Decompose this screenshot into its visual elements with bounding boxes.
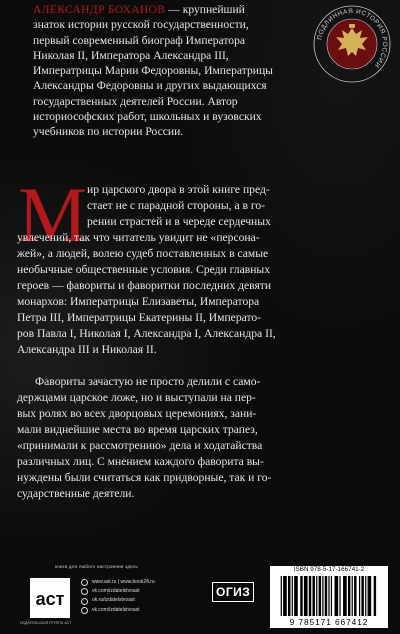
text-line: увлечений, так что читатель увидит не «персона- [17,231,260,244]
barcode-bar [359,576,360,616]
text-line: необычные общественные условия. Среди главных [17,263,270,276]
ast-logo-subtitle: ИЗДАТЕЛЬСКАЯ ГРУППА АСТ [20,621,72,625]
paragraph-2 [17,374,385,502]
bio-line: знаток истории русской государственности, [33,18,249,32]
publisher-links [81,578,155,615]
social-icon [81,607,88,614]
link-text[interactable]: www.ast.ru | www.book24.ru [92,579,155,585]
barcode-bar [368,576,372,616]
isbn-label: ISBN 978-5-17-166741-2 [293,566,365,573]
barcode-bar [283,576,287,616]
bio-line: — крупнейший [165,3,245,16]
imprint-logo: ОГИЗ [212,582,254,602]
barcode-bar [292,576,293,616]
barcode-digits: 9 785171 667412 [289,617,369,627]
barcode-bar [309,576,311,616]
link-row[interactable] [81,596,155,605]
link-text[interactable]: vk.com/izdatelstvoast [92,606,140,613]
barcode-bar [331,576,332,616]
text-line: ров Павла I, Николая I, Александра I, Александра II, [17,327,276,340]
vk-icon [81,588,88,595]
barcode-bar [312,576,314,616]
text-line: Петра III, Императрицы Екатерины II, Императо- [17,311,262,324]
text-line: стает не с парадной стороны, а в го- [87,199,265,212]
bio-line: государственных деятелей России. Автор [33,94,238,108]
bio-line: Александры Федоровны и других выдающихся [33,79,267,93]
text-line: сударственные деятели. [17,487,135,500]
barcode-bar [316,576,317,616]
text-line: различных лиц. С мнением каждого фаворита вы- [17,455,264,468]
barcode-bar [374,576,376,616]
annotation-text [17,171,385,518]
barcode-bar [319,576,321,616]
barcode-bar [365,576,366,616]
bio-line: историософских работ, школьных и вузовских [33,110,262,124]
link-text[interactable]: vk.com/izdatelstvoast [92,588,140,595]
barcode-bar [300,576,302,616]
drop-cap: М [18,171,88,258]
bio-line: Императрицы Марии Федоровны, Императрицы [33,64,273,78]
text-line: жей», а людей, волею судеб поставленных в самые [17,247,269,260]
text-line: ир царского двора в этой книге пред- [87,183,270,196]
text-line: рении страстей и в череде сердечных [87,215,271,228]
barcode-bar [348,576,350,616]
barcode-bar [328,576,329,616]
series-seal-icon [312,4,392,84]
barcode-bar [361,576,363,616]
barcode-bar [322,576,323,616]
text-line: Александра III и Николая II. [17,343,157,356]
barcode-bar [352,576,353,616]
globe-icon [81,579,88,586]
text-line: героев — фавориты и фаворитки последних девяти [17,279,272,292]
link-row[interactable] [81,587,155,596]
bio-line: Николая II, Императора Александра III, [33,48,229,62]
bio-line: первый современный биограф Императора [33,33,246,47]
text-line: нуждены были считаться как придворные, так и го- [17,471,272,484]
ast-logo-text: аст [35,589,65,609]
barcode-bar [354,576,356,616]
ast-logo-icon [30,578,70,620]
text-line: монархов: Императрицы Елизаветы, Императора [17,295,260,308]
bio-line: учебников по истории России. [33,125,184,139]
barcode-bar [325,576,327,616]
barcode-bar [288,576,290,616]
barcode-bar [304,576,308,616]
author-bio [33,2,303,140]
barcode-bar [335,576,339,616]
text-line: Фавориты зачастую не просто делили с само- [35,375,261,388]
text-line: вых ролях во всех дворцовых церемониях, зани- [17,407,257,420]
barcode-bar [343,576,347,616]
barcode-icon [277,576,381,616]
paragraph-1 [17,171,385,358]
barcode-bar [281,576,282,616]
text-line: держцами царское ложе, но и выступали на пер- [17,391,256,404]
barcode-bar [294,576,298,616]
text-line: «принимали к рассмотрению» дела и ходатайства [17,439,263,452]
barcode-bar [339,576,340,616]
publisher-slogan: книги для любого настроения здесь [55,564,139,569]
text-line: мали виднейшие места во время царских трапез, [17,423,258,436]
link-row[interactable] [81,606,155,615]
ok-icon [81,598,88,605]
link-text[interactable]: ok.ru/izdatelstvoast [92,597,135,604]
seal-text: ПОДЛИННАЯ ИСТОРИЯ РОССИИ [316,7,389,69]
author-name: АЛЕКСАНДР БОХАНОВ [33,3,166,16]
link-row[interactable] [81,578,155,587]
